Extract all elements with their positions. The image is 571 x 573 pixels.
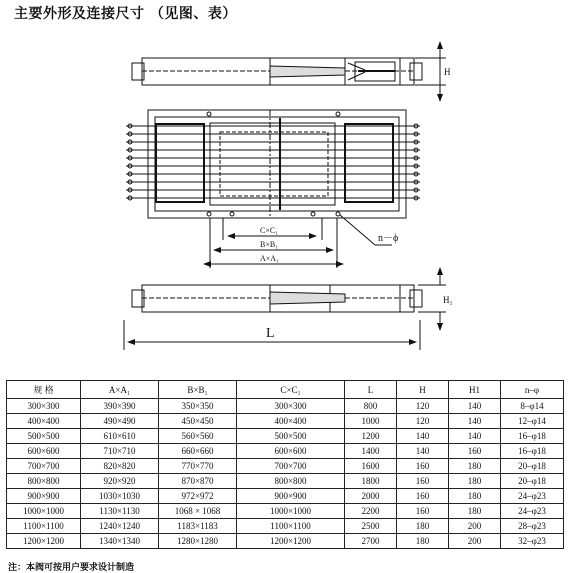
table-cell: 140	[449, 414, 501, 429]
header-n-phi: n–φ	[501, 381, 564, 399]
header-spec: 规 格	[7, 381, 81, 399]
label-H1: H₁	[443, 295, 453, 305]
table-cell: 800×800	[7, 474, 81, 489]
table-cell: 1068 × 1068	[159, 504, 237, 519]
table-cell: 20–φ18	[501, 474, 564, 489]
label-AxA1: A×A₁	[260, 254, 279, 263]
table-cell: 900×900	[7, 489, 81, 504]
table-cell: 2000	[345, 489, 397, 504]
flange-bolt-circles	[128, 112, 418, 216]
table-cell: 200	[449, 519, 501, 534]
table-cell: 820×820	[81, 459, 159, 474]
table-cell: 1600	[345, 459, 397, 474]
label-H: H	[444, 67, 451, 77]
label-L: L	[266, 326, 275, 341]
side-view	[124, 268, 446, 350]
table-cell: 20–φ18	[501, 459, 564, 474]
header-a: A×A₁	[81, 381, 159, 399]
table-cell: 390×390	[81, 399, 159, 414]
table-cell: 160	[397, 504, 449, 519]
header-c: C×C₁	[237, 381, 345, 399]
table-cell: 770×770	[159, 459, 237, 474]
table-cell: 24–φ23	[501, 504, 564, 519]
table-cell: 400×400	[237, 414, 345, 429]
table-cell: 1000×1000	[7, 504, 81, 519]
header-l: L	[345, 381, 397, 399]
header-b: B×B₁	[159, 381, 237, 399]
table-cell: 1183×1183	[159, 519, 237, 534]
table-cell: 1100×1100	[7, 519, 81, 534]
table-row	[7, 474, 564, 489]
table-cell: 2700	[345, 534, 397, 549]
table-cell: 180	[449, 504, 501, 519]
table-cell: 560×560	[159, 429, 237, 444]
table-row	[7, 519, 564, 534]
spec-table	[6, 380, 564, 549]
table-cell: 500×500	[237, 429, 345, 444]
table-cell: 28–φ23	[501, 519, 564, 534]
table-cell: 180	[449, 459, 501, 474]
table-cell: 800×800	[237, 474, 345, 489]
table-cell: 1800	[345, 474, 397, 489]
top-view	[132, 42, 446, 101]
table-cell: 180	[397, 534, 449, 549]
table-cell: 600×600	[237, 444, 345, 459]
table-cell: 972×972	[159, 489, 237, 504]
table-cell: 16–φ18	[501, 444, 564, 459]
table-row	[7, 429, 564, 444]
table-cell: 32–φ23	[501, 534, 564, 549]
header-h1: H1	[449, 381, 501, 399]
table-cell: 610×610	[81, 429, 159, 444]
table-cell: 800	[345, 399, 397, 414]
table-cell: 120	[397, 414, 449, 429]
table-row	[7, 414, 564, 429]
table-cell: 700×700	[237, 459, 345, 474]
label-CxC1: C×C₁	[260, 226, 278, 235]
table-cell: 300×300	[237, 399, 345, 414]
table-cell: 1340×1340	[81, 534, 159, 549]
table-cell: 1200×1200	[237, 534, 345, 549]
table-cell: 140	[397, 444, 449, 459]
table-cell: 920×920	[81, 474, 159, 489]
table-cell: 2500	[345, 519, 397, 534]
label-n-phi: n－ϕ	[378, 233, 399, 244]
table-cell: 1000×1000	[237, 504, 345, 519]
table-header-row	[7, 381, 564, 399]
table-cell: 2200	[345, 504, 397, 519]
table-cell: 140	[449, 429, 501, 444]
table-row	[7, 489, 564, 504]
table-cell: 160	[397, 474, 449, 489]
table-cell: 160	[449, 444, 501, 459]
table-cell: 1000	[345, 414, 397, 429]
table-cell: 24–φ23	[501, 489, 564, 504]
table-cell: 1100×1100	[237, 519, 345, 534]
table-cell: 180	[397, 519, 449, 534]
table-cell: 140	[397, 429, 449, 444]
table-cell: 1200×1200	[7, 534, 81, 549]
table-cell: 140	[449, 399, 501, 414]
table-cell: 490×490	[81, 414, 159, 429]
table-cell: 200	[449, 534, 501, 549]
table-cell: 180	[449, 489, 501, 504]
table-cell: 710×710	[81, 444, 159, 459]
table-cell: 700×700	[7, 459, 81, 474]
table-cell: 450×450	[159, 414, 237, 429]
table-cell: 8–φ14	[501, 399, 564, 414]
table-cell: 16–φ18	[501, 429, 564, 444]
front-view	[126, 110, 420, 218]
dimension-lines	[204, 215, 392, 268]
page-title: 主要外形及连接尺寸 （见图、表）	[14, 6, 237, 22]
table-row	[7, 399, 564, 414]
table-cell: 1240×1240	[81, 519, 159, 534]
table-row	[7, 459, 564, 474]
footnote: 注：本阀可按用户要求设计制造	[8, 563, 135, 573]
table-row	[7, 444, 564, 459]
table-cell: 1280×1280	[159, 534, 237, 549]
table-cell: 1130×1130	[81, 504, 159, 519]
table-cell: 1400	[345, 444, 397, 459]
table-cell: 180	[449, 474, 501, 489]
table-cell: 160	[397, 489, 449, 504]
header-h: H	[397, 381, 449, 399]
table-cell: 400×400	[7, 414, 81, 429]
table-cell: 870×870	[159, 474, 237, 489]
table-cell: 660×660	[159, 444, 237, 459]
table-cell: 600×600	[7, 444, 81, 459]
table-cell: 500×500	[7, 429, 81, 444]
table-cell: 12–φ14	[501, 414, 564, 429]
table-cell: 1200	[345, 429, 397, 444]
table-row	[7, 504, 564, 519]
table-cell: 900×900	[237, 489, 345, 504]
table-cell: 350×350	[159, 399, 237, 414]
table-cell: 1030×1030	[81, 489, 159, 504]
table-cell: 160	[397, 459, 449, 474]
table-row	[7, 534, 564, 549]
table-cell: 120	[397, 399, 449, 414]
label-BxB1: B×B₁	[260, 240, 278, 249]
table-cell: 300×300	[7, 399, 81, 414]
